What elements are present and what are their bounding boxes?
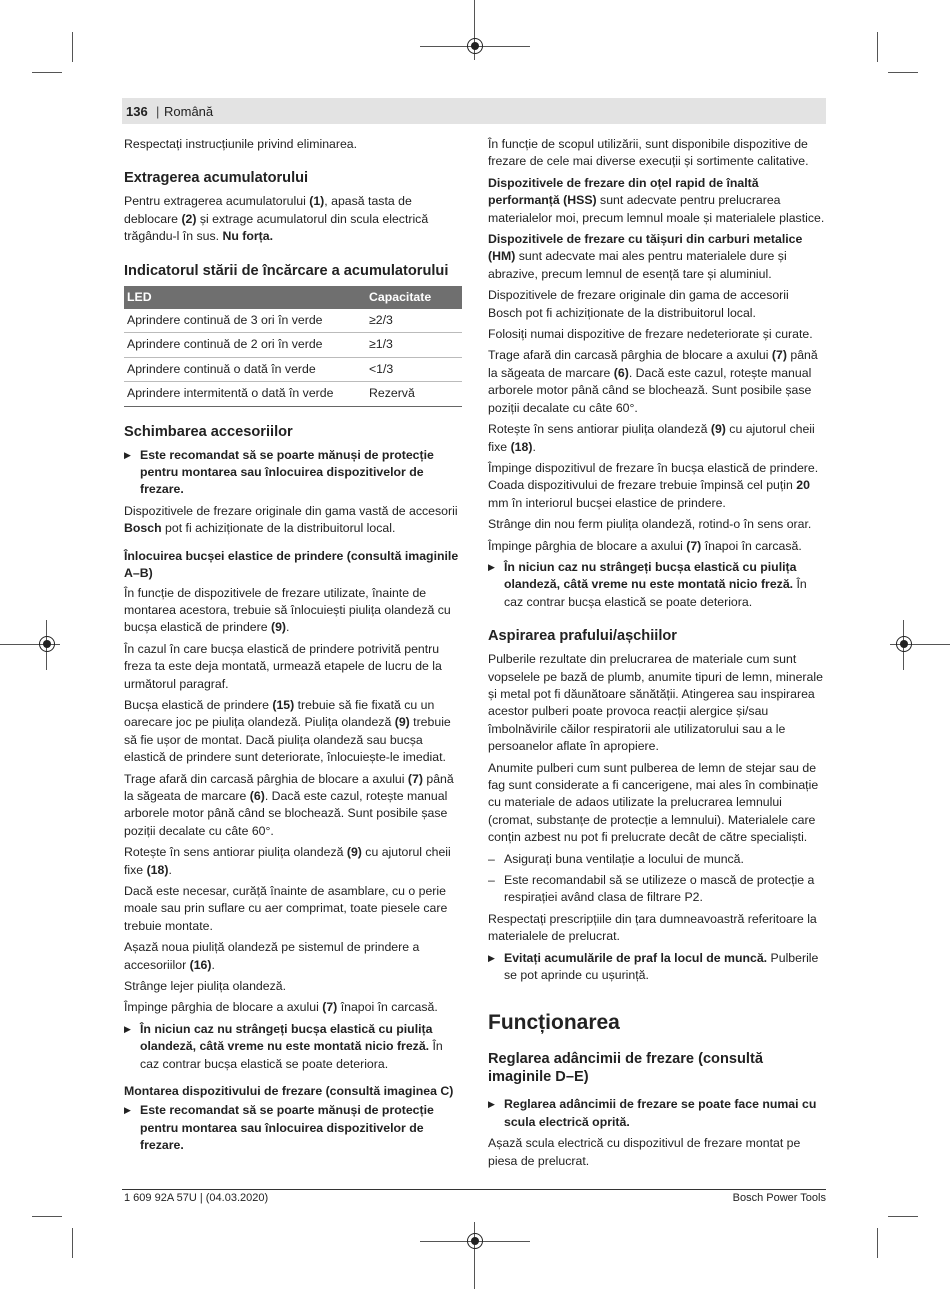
footer-code: 1 609 92A 57U | (04.03.2020)	[124, 1192, 269, 1204]
footer-rule	[122, 1189, 826, 1190]
header-language: Română	[164, 104, 214, 119]
crop-mark	[877, 1228, 878, 1258]
crop-mark	[72, 1228, 73, 1258]
warning-note: ▶ Este recomandat să se poarte mănuși de protecție pentru montarea sau înlocuirea dispozitivelor de frezare.	[124, 447, 462, 499]
table-cell: ≥2/3	[366, 309, 462, 333]
paragraph: Așază noua piuliță olandeză pe sistemul de prindere a accesoriilor (16).	[124, 940, 420, 972]
warning-note: ▶ Este recomandat să se poarte mănuși de protecție pentru montarea sau înlocuirea dispozitivelor de frezare.	[124, 1102, 462, 1154]
paragraph: În funcție de scopul utilizării, sunt disponibile dispozitive de frezare de cele mai diverse execuții și sortimente calitative.	[488, 137, 809, 169]
paragraph: Dispozitivele de frezare din oțel rapid de înaltă performanță (HSS) sunt adecvate pentru prelucrarea materialelor moi, precum lemnul moale și materialele plastice.	[488, 175, 825, 225]
paragraph: Așază scula electrică cu dispozitivul de frezare montat pe piesa de prelucrat.	[488, 1136, 801, 1168]
paragraph: În cazul în care bucșa elastică de prindere potrivită pentru freza ta este deja montată, urmează etapele de lucru de la următorul paragraf.	[124, 641, 442, 691]
warning-note: ▶ În niciun caz nu strângeți bucșa elastică cu piulița olandeză, câtă vreme nu este montată nicio freză. În caz contrar bucșa elastică se poate deteriora.	[124, 1021, 462, 1073]
registration-mark-icon	[896, 636, 912, 652]
table-header-cell: LED	[124, 286, 366, 309]
left-column	[124, 136, 462, 1159]
paragraph: Bucșa elastică de prindere (15) trebuie să fie fixată cu un oarecare joc pe piulița olandeză. Piulița olandeză (9) trebuie să fie ușor de montat. Dacă piulița olandeză sau bucșa elastică de prindere sunt deteriorate, înlocuiește-le imediat.	[124, 697, 451, 765]
header-separator: |	[156, 104, 160, 119]
table-cell: Aprindere continuă o dată în verde	[124, 357, 366, 381]
paragraph: Pentru extragerea acumulatorului (1), apasă tasta de deblocare (2) și extrage acumulatorul din scula electrică trăgându-l în sus. Nu forța.	[124, 194, 429, 244]
paragraph: Împinge pârghia de blocare a axului (7) înapoi în carcasă.	[124, 1000, 438, 1015]
paragraph: Rotește în sens antiorar piulița olandeză (9) cu ajutorul cheii fixe (18).	[124, 845, 451, 877]
crop-mark	[32, 1216, 62, 1217]
crop-mark	[888, 1216, 918, 1217]
crop-mark	[888, 72, 918, 73]
battery-status-table	[124, 286, 462, 407]
table-header-cell: Capacitate	[366, 286, 462, 309]
list-item: – Este recomandabil să se utilizeze o mască de protecție a respirației având clasa de filtrare P2.	[488, 872, 826, 907]
warning-note: ▶ Reglarea adâncimii de frezare se poate face numai cu scula electrică oprită.	[488, 1096, 826, 1131]
table-row	[124, 333, 462, 357]
section-title: Reglarea adâncimii de frezare (consultă imaginile D–E)	[488, 1051, 763, 1086]
crop-mark	[72, 32, 73, 62]
paragraph: Strânge lejer piulița olandeză.	[124, 979, 287, 994]
paragraph: Strânge din nou ferm piulița olandeză, rotind-o în sens orar.	[488, 517, 812, 532]
paragraph: Trage afară din carcasă pârghia de blocare a axului (7) până la săgeata de marcare (6). Dacă este cazul, rotește manual arborele motor până când se blochează. Sunt posibile șase poziții decalate cu câte 60°.	[124, 771, 454, 838]
table-cell: ≥1/3	[366, 333, 462, 357]
crop-mark	[877, 32, 878, 62]
table-cell: Aprindere continuă de 3 ori în verde	[124, 309, 366, 333]
registration-mark-icon	[467, 38, 483, 54]
subsection-title: Înlocuirea bucșei elastice de prindere (consultă imaginile A–B)	[124, 548, 459, 581]
paragraph: Respectați prescripțiile din țara dumneavoastră referitoare la materialele de prelucrat.	[488, 911, 817, 944]
page-number: 136	[126, 104, 148, 119]
paragraph: Dispozitivele de frezare cu tăișuri din carburi metalice (HM) sunt adecvate mai ales pentru materialele dure și abrazive, precum lemnul de esență tare și aluminiul.	[488, 232, 803, 281]
intro-text: Respectați instrucțiunile privind eliminarea.	[124, 137, 358, 151]
paragraph: În funcție de dispozitivele de frezare utilizate, înainte de montarea acestora, trebuie să înlocuiești piulița olandeză cu bucșa elastică de prindere (9).	[124, 585, 451, 635]
paragraph: Dacă este necesar, curăță înainte de asamblare, cu o perie moale sau prin suflare cu aer comprimat, toate piesele care trebuie montate.	[124, 884, 448, 933]
paragraph: Împinge pârghia de blocare a axului (7) înapoi în carcasă.	[488, 538, 802, 553]
warning-note: ▶ În niciun caz nu strângeți bucșa elastică cu piulița olandeză, câtă vreme nu este montată nicio freză. În caz contrar bucșa elastică se poate deteriora.	[488, 559, 826, 611]
crop-mark	[32, 72, 62, 73]
table-cell: Rezervă	[366, 382, 462, 406]
table-row	[124, 357, 462, 381]
paragraph: Dispozitivele de frezare originale din gama vastă de accesorii Bosch pot fi achiziționate de la distribuitorul local.	[124, 503, 458, 536]
paragraph: Dispozitivele de frezare originale din gama de accesorii Bosch pot fi achiziționate de la distribuitorul local.	[488, 288, 789, 320]
table-row	[124, 309, 462, 333]
table-cell: Aprindere intermitentă o dată în verde	[124, 382, 366, 406]
paragraph: Împinge dispozitivul de frezare în bucșa elastică de prindere. Coada dispozitivului de frezare trebuie împinsă cel puțin 20 mm în interiorul bucșei elastice de prindere.	[488, 460, 819, 510]
paragraph: Trage afară din carcasă pârghia de blocare a axului (7) până la săgeata de marcare (6). Dacă este cazul, rotește manual arborele motor până când se blochează. Sunt posibile șase poziții decalate cu câte 60°.	[488, 348, 818, 415]
section-title: Indicatorul stării de încărcare a acumulatorului	[124, 262, 449, 279]
page-header	[122, 98, 826, 124]
paragraph: Pulberile rezultate din prelucrarea de materiale cum sunt vopselele pe bază de plumb, anumite tipuri de lemn, minerale și metal pot fi dăunătoare sănătății. Atingerea sau inspirarea acestor pulberi poate provoca reacții alergice și/sau îmbolnăvirile căilor respiratorii ale utilizatorului sau a le persoanelor aflate în apropiere.	[488, 652, 823, 754]
warning-note: ▶ Evitați acumulările de praf la locul de muncă. Pulberile se pot aprinde cu ușurință.	[488, 950, 826, 985]
table-cell: Aprindere continuă de 2 ori în verde	[124, 333, 366, 357]
section-title: Aspirarea prafului/așchiilor	[488, 628, 677, 645]
right-column	[488, 136, 826, 1174]
paragraph: Anumite pulberi cum sunt pulberea de lemn de stejar sau de fag sunt considerate a fi cancerigene, mai ales în combinație cu materiale de adaos utilizate la prelucrarea lemnului (cromat, substanțe de protecție a lemnului). Materialele care conțin azbest nu pot fi prelucrate decât de către specialiști.	[488, 760, 819, 845]
section-title: Schimbarea accesoriilor	[124, 423, 293, 440]
chapter-title: Funcționarea	[488, 1011, 620, 1035]
table-row	[124, 382, 462, 406]
registration-mark-icon	[39, 636, 55, 652]
table-cell: <1/3	[366, 357, 462, 381]
registration-mark-icon	[467, 1233, 483, 1249]
section-title: Extragerea acumulatorului	[124, 170, 309, 187]
list-item: – Asigurați buna ventilație a locului de muncă.	[488, 851, 826, 868]
paragraph: Rotește în sens antiorar piulița olandeză (9) cu ajutorul cheii fixe (18).	[488, 422, 815, 454]
table-header-row	[124, 286, 462, 309]
paragraph: Folosiți numai dispozitive de frezare nedeteriorate și curate.	[488, 327, 813, 342]
footer-brand: Bosch Power Tools	[732, 1192, 826, 1204]
subsection-title: Montarea dispozitivului de frezare (consultă imaginea C)	[124, 1084, 454, 1099]
